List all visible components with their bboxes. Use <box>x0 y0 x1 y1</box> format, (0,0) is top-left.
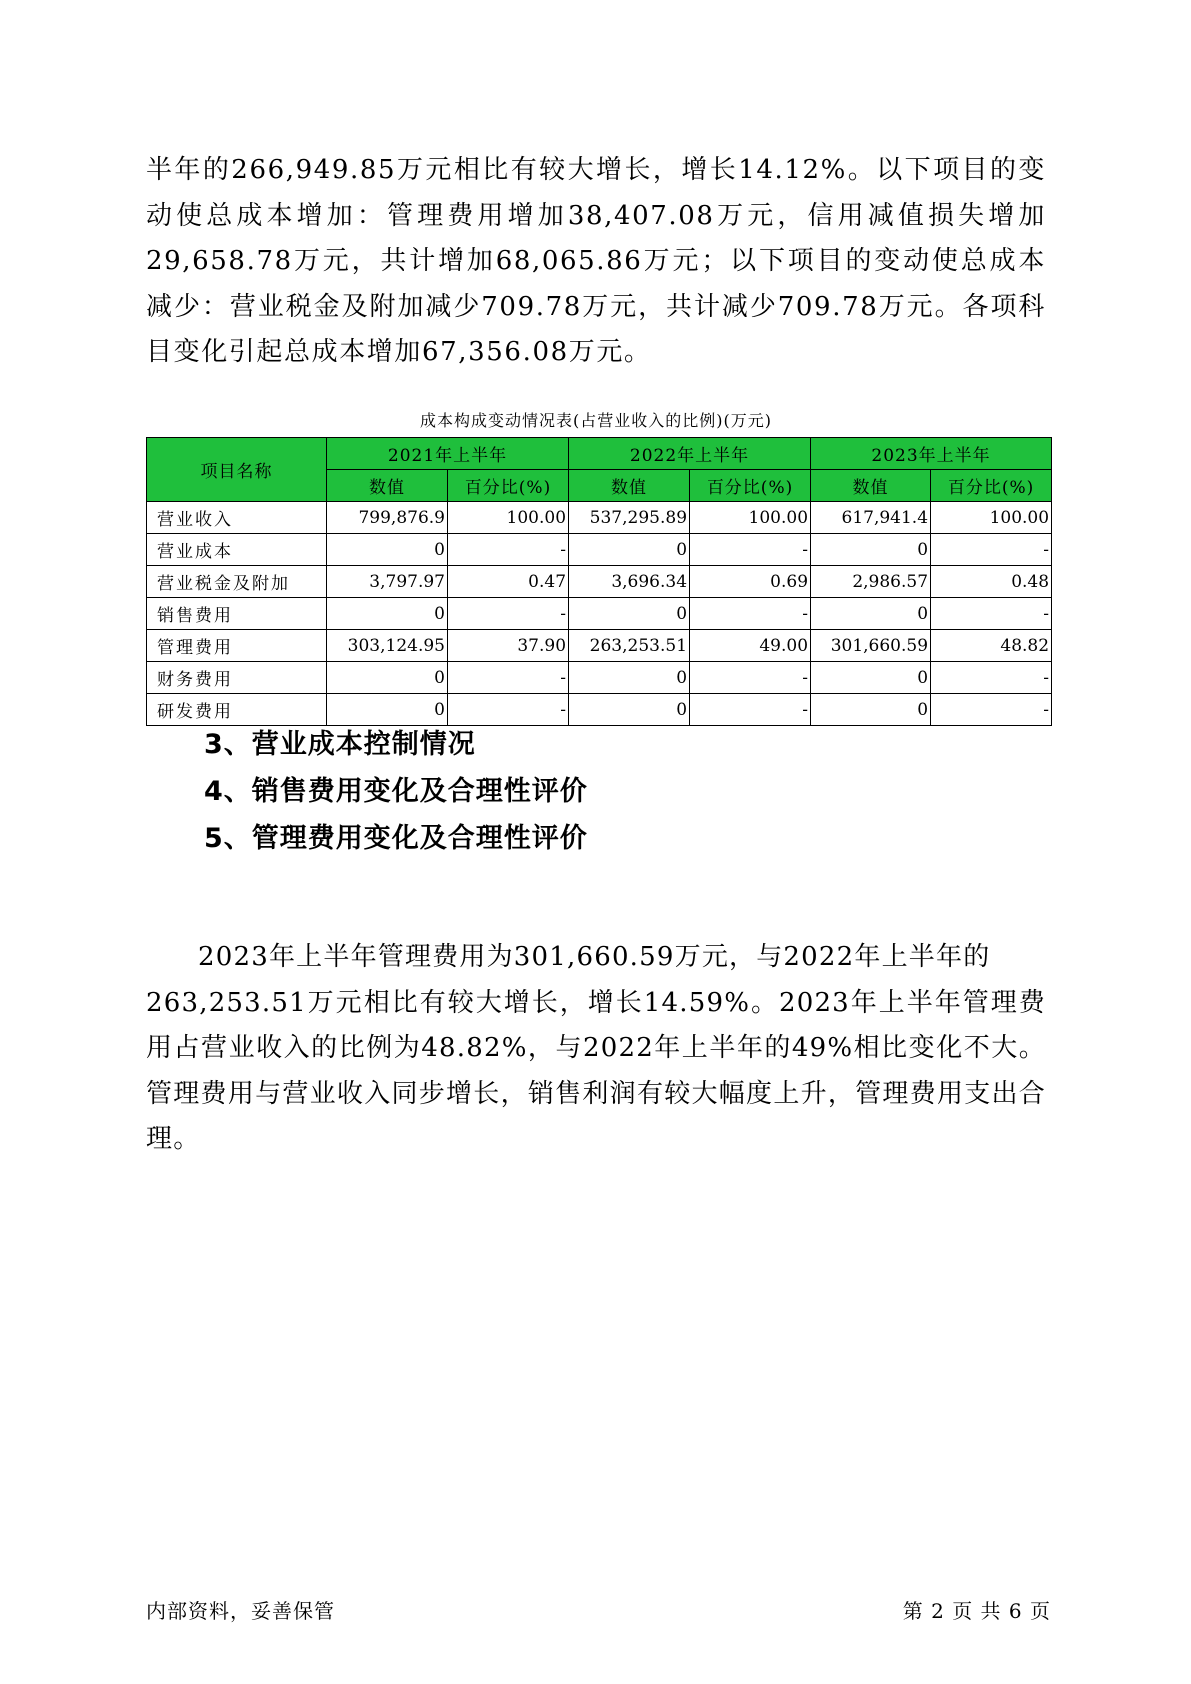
section-heading-4: 4、销售费用变化及合理性评价 <box>204 776 588 807</box>
cell-p2021: 100.00 <box>448 502 569 534</box>
cell-p2021: 37.90 <box>448 630 569 662</box>
footer-confidential-note: 内部资料，妥善保管 <box>146 1599 335 1623</box>
header-year-2023: 2023年上半年 <box>811 438 1052 470</box>
header-value: 数值 <box>811 470 931 502</box>
table-caption: 成本构成变动情况表(占营业收入的比例)(万元) <box>420 411 772 430</box>
header-percent: 百分比(%) <box>448 470 569 502</box>
cell-v2022: 0 <box>569 694 690 726</box>
header-year-2022: 2022年上半年 <box>569 438 811 470</box>
cell-v2023: 617,941.4 <box>811 502 931 534</box>
section-heading-3: 3、营业成本控制情况 <box>204 729 476 760</box>
cell-v2021: 303,124.95 <box>327 630 448 662</box>
cell-p2023: 100.00 <box>931 502 1052 534</box>
paragraph-first-line: 2023年上半年管理费用为301,660.59万元，与2022年上半年的 <box>198 942 991 972</box>
table-row <box>147 502 1052 534</box>
table-row <box>147 534 1052 566</box>
row-label: 营业收入 <box>147 502 327 534</box>
header-value: 数值 <box>569 470 690 502</box>
cell-p2023: - <box>931 662 1052 694</box>
cell-v2023: 0 <box>811 598 931 630</box>
cell-v2023: 0 <box>811 662 931 694</box>
cell-p2021: - <box>448 598 569 630</box>
row-label: 营业成本 <box>147 534 327 566</box>
cell-v2021: 0 <box>327 694 448 726</box>
cell-v2022: 263,253.51 <box>569 630 690 662</box>
table-row <box>147 630 1052 662</box>
cell-p2022: - <box>690 694 811 726</box>
cell-v2021: 0 <box>327 662 448 694</box>
cell-p2023: 48.82 <box>931 630 1052 662</box>
body-paragraph-management-expense <box>146 935 1046 1163</box>
cell-v2022: 0 <box>569 534 690 566</box>
body-paragraph: 半年的266,949.85万元相比有较大增长，增长14.12%。以下项目的变动使总成本增加：管理费用增加38,407.08万元，信用减值损失增加29,658.78万元，共计增加68,065.86万元；以下项目的变动使总成本减少：营业税金及附加减少709.78万元，共计减少709.78万元。各项科目变化引起总成本增加67,356.08万元。 <box>146 155 1046 367</box>
cell-v2022: 3,696.34 <box>569 566 690 598</box>
table-row <box>147 566 1052 598</box>
cell-p2023: - <box>931 598 1052 630</box>
cell-p2022: - <box>690 662 811 694</box>
cell-p2023: - <box>931 694 1052 726</box>
footer-page-number: 第 2 页 共 6 页 <box>902 1599 1051 1623</box>
cell-v2021: 3,797.97 <box>327 566 448 598</box>
cell-v2021: 799,876.9 <box>327 502 448 534</box>
cell-v2023: 0 <box>811 694 931 726</box>
cell-p2022: - <box>690 534 811 566</box>
cell-v2021: 0 <box>327 598 448 630</box>
row-label: 管理费用 <box>147 630 327 662</box>
row-label: 研发费用 <box>147 694 327 726</box>
cell-p2021: - <box>448 534 569 566</box>
table-row <box>147 598 1052 630</box>
cell-p2021: 0.47 <box>448 566 569 598</box>
cell-v2022: 537,295.89 <box>569 502 690 534</box>
paragraph-rest: 263,253.51万元相比有较大增长，增长14.59%。2023年上半年管理费用占营业收入的比例为48.82%，与2022年上半年的49%相比变化不大。管理费用与营业收入同步增长，销售利润有较大幅度上升，管理费用支出合理。 <box>146 987 1046 1154</box>
header-percent: 百分比(%) <box>931 470 1052 502</box>
cell-v2021: 0 <box>327 534 448 566</box>
cell-p2022: 100.00 <box>690 502 811 534</box>
table-row <box>147 694 1052 726</box>
cell-p2023: 0.48 <box>931 566 1052 598</box>
table-body <box>147 502 1052 726</box>
cell-p2021: - <box>448 662 569 694</box>
header-percent: 百分比(%) <box>690 470 811 502</box>
cost-structure-table <box>146 437 1052 726</box>
header-item-name: 项目名称 <box>147 438 327 502</box>
table-row <box>147 662 1052 694</box>
cell-v2023: 301,660.59 <box>811 630 931 662</box>
header-year-2021: 2021年上半年 <box>327 438 569 470</box>
header-value: 数值 <box>327 470 448 502</box>
cell-v2023: 2,986.57 <box>811 566 931 598</box>
cell-p2022: 49.00 <box>690 630 811 662</box>
cell-p2021: - <box>448 694 569 726</box>
cell-v2023: 0 <box>811 534 931 566</box>
cell-p2023: - <box>931 534 1052 566</box>
row-label: 财务费用 <box>147 662 327 694</box>
row-label: 销售费用 <box>147 598 327 630</box>
cell-v2022: 0 <box>569 598 690 630</box>
cell-p2022: - <box>690 598 811 630</box>
cell-v2022: 0 <box>569 662 690 694</box>
row-label: 营业税金及附加 <box>147 566 327 598</box>
section-heading-5: 5、管理费用变化及合理性评价 <box>204 823 588 854</box>
cell-p2022: 0.69 <box>690 566 811 598</box>
